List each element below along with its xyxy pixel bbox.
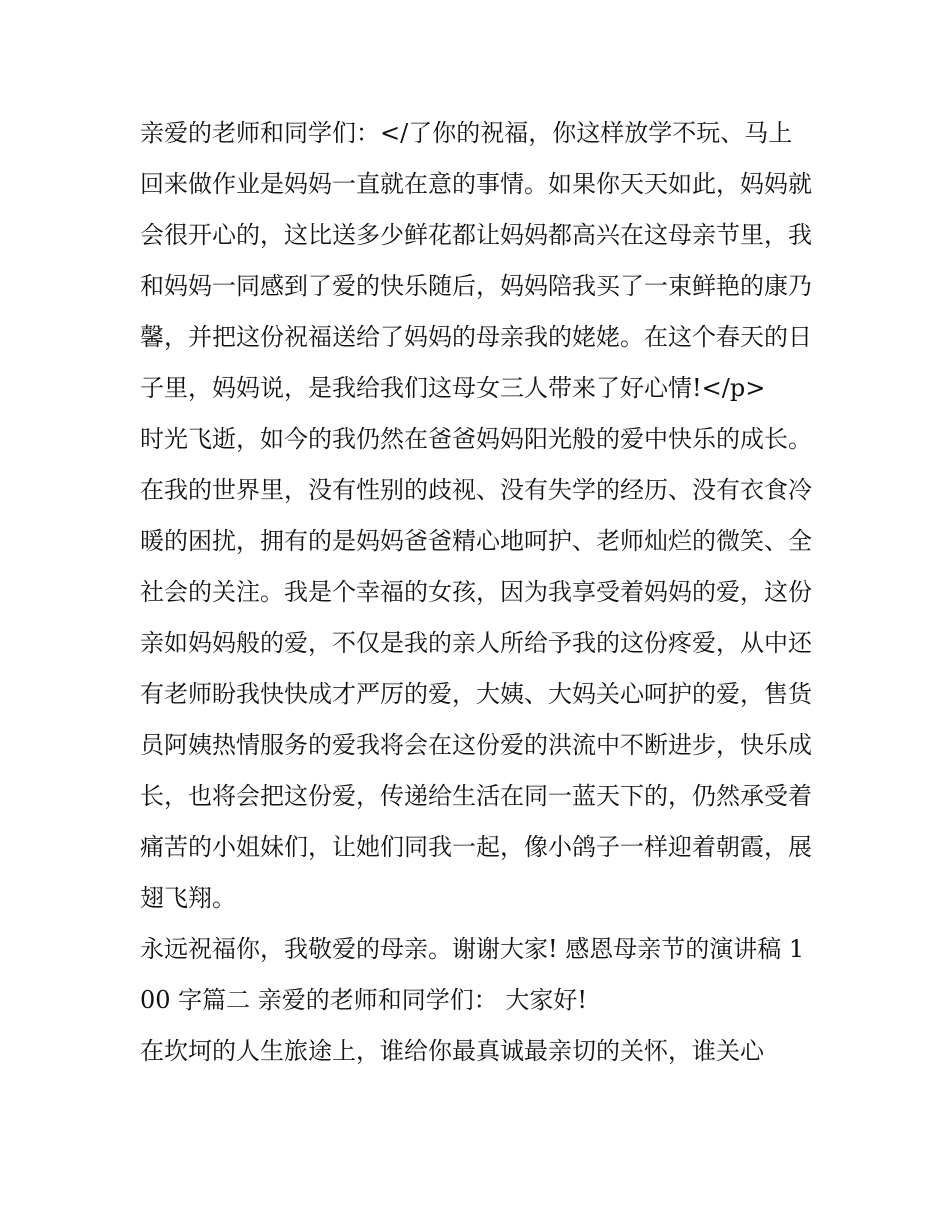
paragraph-3: 永远祝福你，我敬爱的母亲。谢谢大家! 感恩母亲节的演讲稿 100 字篇二 亲爱的老师和同学们： 大家好! bbox=[140, 935, 805, 1014]
document-body bbox=[140, 108, 815, 1077]
paragraph-1: 亲爱的老师和同学们：</了你的祝福，你这样放学不玩、马上回来做作业是妈妈一直就在意的事情。如果你天天如此，妈妈就会很开心的，这比送多少鲜花都让妈妈都高兴在这母亲节里，我和妈妈一同感到了爱的快乐随后，妈妈陪我买了一束鲜艳的康乃馨，并把这份祝福送给了妈妈的母亲我的姥姥。在这个春天的日子里，妈妈说，是我给我们这母女三人带来了好心情!</p> bbox=[140, 119, 812, 402]
paragraph-2: 时光飞逝，如今的我仍然在爸爸妈妈阳光般的爱中快乐的成长。在我的世界里，没有性别的歧视、没有失学的经历、没有衣食冷暖的困扰，拥有的是妈妈爸爸精心地呵护、老师灿烂的微笑、全社会的关注。我是个幸福的女孩，因为我享受着妈妈的爱，这份亲如妈妈般的爱，不仅是我的亲人所给予我的这份疼爱，从中还有老师盼我快快成才严厉的爱，大姨、大妈关心呵护的爱，售货员阿姨热情服务的爱我将会在这份爱的洪流中不断进步，快乐成长，也将会把这份爱，传递给生活在同一蓝天下的，仍然承受着痛苦的小姐妹们，让她们同我一起，像小鸽子一样迎着朝霞，展翅飞翔。 bbox=[140, 425, 812, 912]
paragraph-4: 在坎坷的人生旅途上，谁给你最真诚最亲切的关怀，谁关心 bbox=[140, 1037, 764, 1065]
